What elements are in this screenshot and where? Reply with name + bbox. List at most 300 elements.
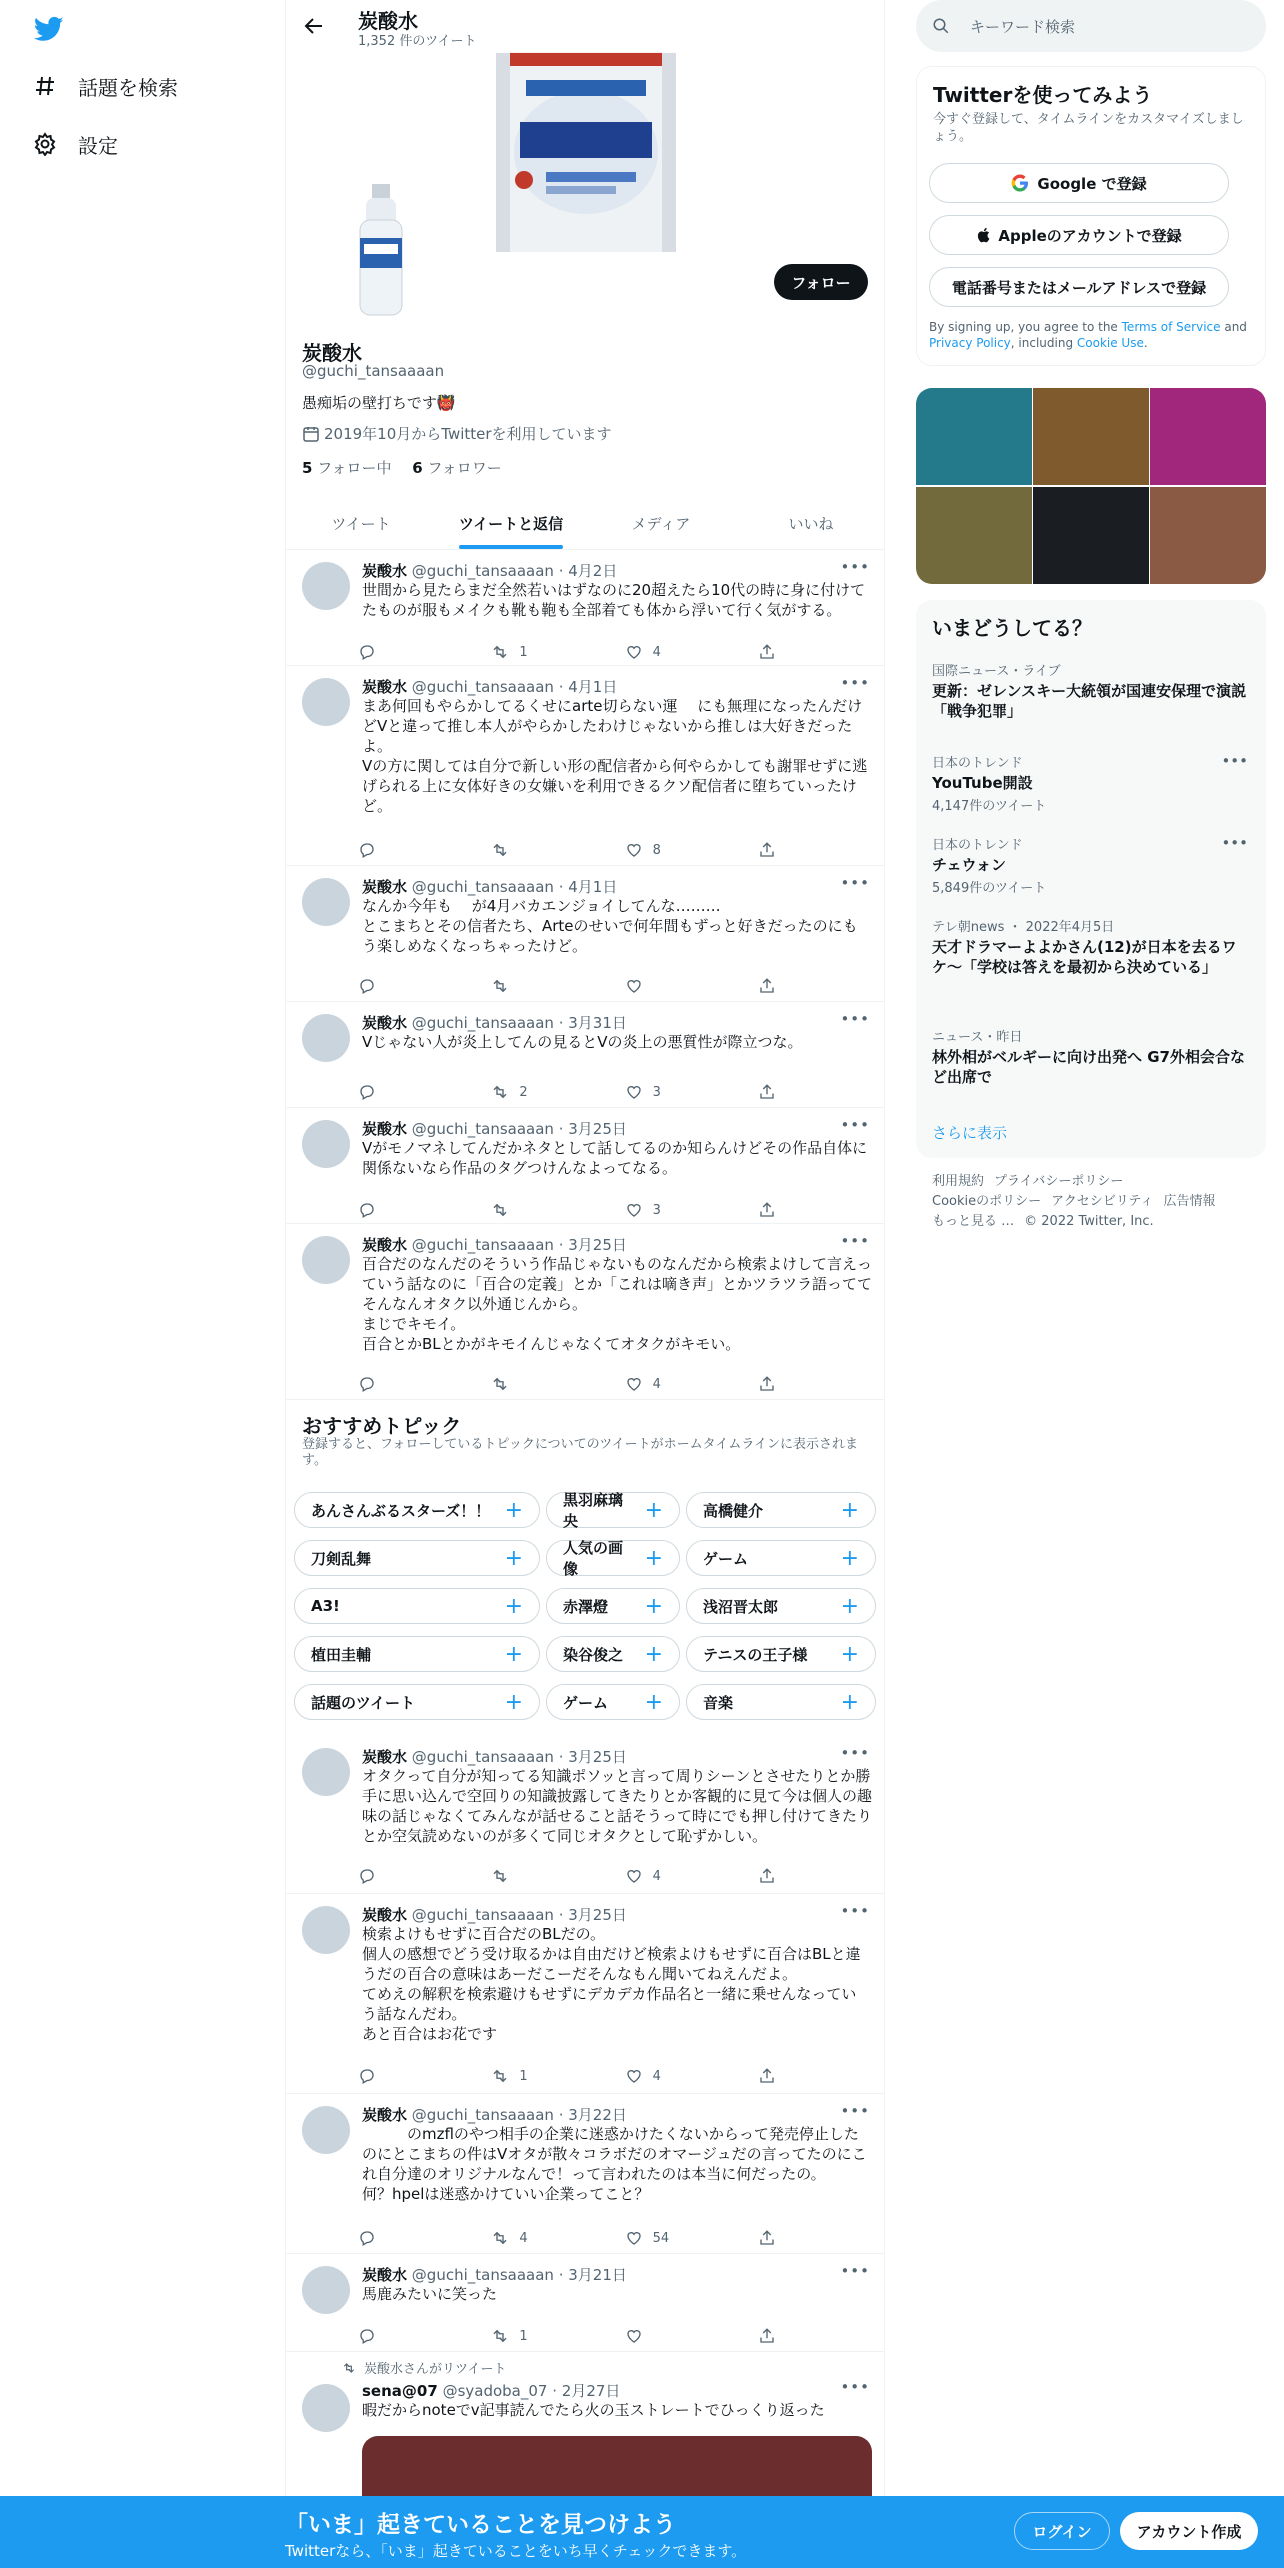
- reply-button[interactable]: [358, 642, 463, 662]
- heart-icon: [625, 2327, 653, 2345]
- signup-prompt-bar: [0, 2496, 1284, 2568]
- plus-icon[interactable]: +: [840, 1593, 859, 1619]
- terms-text: [929, 319, 1249, 351]
- footer-link[interactable]: プライバシーポリシー: [994, 1174, 1124, 1189]
- tweet-actions: [358, 1200, 788, 1220]
- topic-chip[interactable]: [686, 1540, 876, 1576]
- author-handle[interactable]: @guchi_tansaaaan: [411, 1014, 554, 1032]
- main-column: [285, 0, 885, 2568]
- share-icon: [758, 1375, 786, 1393]
- cookie-use-link[interactable]: Cookie Use: [1076, 336, 1144, 350]
- retweet-button[interactable]: [491, 1200, 596, 1220]
- avatar[interactable]: [302, 1120, 350, 1168]
- tweet-item[interactable]: [286, 1894, 885, 2094]
- more-icon[interactable]: •••: [840, 1902, 870, 1920]
- terms-and: and: [1220, 320, 1247, 334]
- topic-chip[interactable]: [546, 1492, 680, 1528]
- profile-stats: [302, 457, 502, 478]
- header-photo[interactable]: [496, 52, 676, 252]
- avatar[interactable]: [302, 2384, 350, 2432]
- author-handle[interactable]: @guchi_tansaaaan: [411, 1120, 554, 1138]
- tweet-date[interactable]: 3月21日: [568, 2266, 627, 2284]
- terms-prefix: By signing up, you agree to the: [929, 320, 1122, 334]
- more-icon[interactable]: •••: [840, 1232, 870, 1250]
- more-icon[interactable]: •••: [840, 674, 870, 692]
- tweet-actions: [358, 976, 788, 996]
- share-button[interactable]: [758, 840, 788, 860]
- media-thumb[interactable]: [1150, 388, 1266, 485]
- apple-button-label: Appleのアカウントで登録: [998, 226, 1182, 245]
- tweet-date[interactable]: 4月1日: [568, 678, 618, 696]
- heart-icon: [625, 643, 653, 661]
- retweet-icon: [491, 841, 519, 859]
- tweet-actions: [358, 2326, 788, 2346]
- retweet-icon: [491, 1867, 519, 1885]
- retweet-button[interactable]: [491, 2326, 596, 2346]
- tweet-date[interactable]: 3月25日: [568, 1748, 627, 1766]
- topic-label: あんさんぶるスターズ！！: [311, 1501, 491, 1520]
- followers-label: フォロワー: [422, 459, 502, 477]
- avatar[interactable]: [302, 1236, 350, 1284]
- like-count: 4: [652, 644, 661, 660]
- more-icon[interactable]: •••: [840, 1010, 870, 1028]
- plus-icon[interactable]: +: [644, 1641, 663, 1667]
- topic-chip[interactable]: [294, 1492, 540, 1528]
- topic-chip[interactable]: [686, 1684, 876, 1720]
- profile-tabs: [286, 497, 885, 550]
- show-more-link[interactable]: さらに表示: [932, 1124, 1008, 1142]
- right-sidebar: [916, 0, 1266, 2568]
- author-handle[interactable]: @guchi_tansaaaan: [411, 562, 554, 580]
- topic-chip[interactable]: [546, 1636, 680, 1672]
- reply-icon: [358, 841, 386, 859]
- like-button[interactable]: [625, 1082, 730, 1102]
- author-handle[interactable]: @guchi_tansaaaan: [411, 678, 554, 696]
- more-icon[interactable]: •••: [1221, 834, 1248, 852]
- heart-icon: [625, 977, 653, 995]
- create-account-button[interactable]: アカウント作成: [1120, 2512, 1258, 2550]
- topic-label: テニスの王子様: [703, 1645, 808, 1664]
- tab-likes[interactable]: いいね: [788, 514, 834, 533]
- plus-icon[interactable]: +: [504, 1593, 523, 1619]
- reply-icon: [358, 2067, 386, 2085]
- trend-item[interactable]: [932, 752, 1248, 814]
- retweet-button[interactable]: [491, 642, 596, 662]
- retweet-button[interactable]: [491, 2066, 596, 2086]
- bottom-bar-title: 「いま」起きていることを見つけよう: [285, 2512, 676, 2538]
- hashtag-icon: [32, 73, 58, 99]
- tweet-date[interactable]: 3月25日: [568, 1906, 627, 1924]
- tweet-item[interactable]: [286, 1002, 885, 1108]
- author-name[interactable]: 炭酸水: [362, 1236, 408, 1254]
- dot-separator: ·: [553, 1236, 569, 1254]
- author-name[interactable]: 炭酸水: [362, 562, 408, 580]
- author-name[interactable]: 炭酸水: [362, 2106, 408, 2124]
- author-handle[interactable]: @syadoba_07: [442, 2382, 548, 2400]
- retweet-icon: [491, 1375, 519, 1393]
- dot-separator: ·: [553, 2106, 569, 2124]
- author-handle[interactable]: @guchi_tansaaaan: [411, 2266, 554, 2284]
- tweet-actions: [358, 1374, 788, 1394]
- nav-explore-label: 話題を検索: [78, 75, 178, 100]
- apple-icon: [976, 227, 992, 243]
- like-button[interactable]: [625, 2326, 730, 2346]
- avatar[interactable]: [302, 2106, 350, 2154]
- share-button[interactable]: [758, 2228, 788, 2248]
- signup-card: [916, 66, 1266, 366]
- topic-label: 植田圭輔: [311, 1645, 372, 1664]
- plus-icon[interactable]: +: [644, 1689, 663, 1715]
- media-thumb[interactable]: [916, 487, 1032, 584]
- reply-button[interactable]: [358, 840, 463, 860]
- more-icon[interactable]: •••: [840, 2102, 870, 2120]
- tweet-date[interactable]: 2月27日: [561, 2382, 621, 2400]
- more-icon[interactable]: •••: [1221, 752, 1248, 770]
- share-icon: [758, 2067, 786, 2085]
- tweet-date[interactable]: 4月2日: [568, 562, 618, 580]
- like-count: 8: [652, 842, 661, 858]
- reply-button[interactable]: [358, 976, 463, 996]
- tweet-item[interactable]: [286, 1108, 885, 1224]
- author-name[interactable]: 炭酸水: [362, 1120, 408, 1138]
- tweet-actions: [358, 642, 788, 662]
- footer-link[interactable]: Cookieのポリシー: [932, 1194, 1042, 1209]
- trend-name: YouTube開設: [932, 774, 1033, 792]
- topic-chip[interactable]: [546, 1588, 680, 1624]
- retweet-icon: [491, 2229, 519, 2247]
- topic-chip[interactable]: [686, 1588, 876, 1624]
- google-signup-button[interactable]: [929, 163, 1229, 203]
- retweet-button[interactable]: [491, 976, 596, 996]
- tweet-date[interactable]: 3月25日: [568, 1120, 627, 1138]
- twitter-logo-icon[interactable]: [32, 14, 66, 44]
- like-button[interactable]: [625, 1374, 730, 1394]
- plus-icon[interactable]: +: [504, 1641, 523, 1667]
- dot-separator: ·: [553, 878, 569, 896]
- nav-settings-label: 設定: [78, 133, 118, 158]
- like-count: 4: [652, 1376, 661, 1392]
- retweet-count: 2: [519, 1084, 528, 1100]
- tweet-date[interactable]: 3月22日: [568, 2106, 627, 2124]
- topic-chip[interactable]: [686, 1636, 876, 1672]
- avatar[interactable]: [302, 2266, 350, 2314]
- tweet-header: [362, 1234, 627, 1255]
- share-button[interactable]: [758, 2066, 788, 2086]
- tab-tweets[interactable]: ツイート: [331, 514, 391, 533]
- tweet-actions: [358, 1082, 788, 1102]
- back-arrow-icon[interactable]: [302, 14, 326, 38]
- tweet-header: [362, 876, 617, 897]
- share-icon: [758, 1083, 786, 1101]
- like-button[interactable]: [625, 840, 730, 860]
- plus-icon[interactable]: +: [644, 1545, 663, 1571]
- search-box[interactable]: [916, 0, 1266, 52]
- heart-icon: [625, 841, 653, 859]
- like-button[interactable]: [625, 1866, 730, 1886]
- reply-button[interactable]: [358, 2228, 463, 2248]
- tweet-count: 1,352 件のツイート: [358, 34, 477, 49]
- tab-media[interactable]: メディア: [631, 514, 691, 533]
- author-name[interactable]: 炭酸水: [362, 2266, 408, 2284]
- calendar-icon: [302, 425, 320, 443]
- retweet-button[interactable]: [491, 840, 596, 860]
- share-icon: [758, 2327, 786, 2345]
- more-icon[interactable]: •••: [840, 1744, 870, 1762]
- heart-icon: [625, 2067, 653, 2085]
- media-thumb[interactable]: [1150, 487, 1266, 584]
- topic-label: ゲーム: [563, 1693, 609, 1712]
- share-button[interactable]: [758, 1374, 788, 1394]
- profile-joined: [302, 423, 612, 444]
- retweet-icon: [491, 1083, 519, 1101]
- topic-chip[interactable]: [546, 1540, 680, 1576]
- share-button[interactable]: [758, 642, 788, 662]
- avatar[interactable]: [302, 1906, 350, 1954]
- tweet-item[interactable]: [286, 1736, 885, 1894]
- tweet-actions: [358, 1866, 788, 1886]
- plus-icon[interactable]: +: [504, 1497, 523, 1523]
- tweet-item[interactable]: [286, 550, 885, 666]
- topic-label: 染谷俊之: [563, 1645, 624, 1664]
- avatar[interactable]: [302, 678, 350, 726]
- tweet-text: Vがモノマネしてんだかネタとして話してるのか知らんけどその作品自体に関係ないなら作品のタグつけんなよってなる。: [362, 1139, 868, 1177]
- heart-icon: [625, 2229, 653, 2247]
- followers-count: 6: [412, 459, 423, 477]
- footer-link[interactable]: もっと見る …: [932, 1214, 1015, 1229]
- profile-name: 炭酸水: [302, 341, 362, 365]
- trend-item[interactable]: [932, 916, 1248, 977]
- google-button-label: Google で登録: [1037, 174, 1147, 193]
- plus-icon[interactable]: +: [840, 1689, 859, 1715]
- footer-link[interactable]: 広告情報: [1163, 1194, 1216, 1209]
- trend-context: 日本のトレンド: [932, 838, 1023, 853]
- share-icon: [758, 841, 786, 859]
- page-title: 炭酸水: [358, 9, 418, 33]
- author-name[interactable]: sena@07: [362, 2382, 438, 2400]
- share-icon: [758, 1867, 786, 1885]
- share-button[interactable]: [758, 1200, 788, 1220]
- topic-label: 赤澤燈: [563, 1597, 609, 1616]
- topic-chip[interactable]: [546, 1684, 680, 1720]
- tweet-item[interactable]: [286, 1224, 885, 1400]
- like-count: 4: [652, 2068, 661, 2084]
- signup-subtitle: 今すぐ登録して、タイムラインをカスタマイズしましょう。: [933, 112, 1244, 144]
- tweet-header: [362, 560, 617, 581]
- terms-including: , including: [1010, 336, 1077, 350]
- more-icon[interactable]: •••: [840, 2378, 870, 2396]
- tweet-header: [362, 1012, 627, 1033]
- avatar[interactable]: [302, 1014, 350, 1062]
- topic-label: 高橋健介: [703, 1501, 764, 1520]
- reply-button[interactable]: [358, 1866, 463, 1886]
- retweet-icon: [491, 2067, 519, 2085]
- dot-separator: ·: [553, 1748, 569, 1766]
- search-input[interactable]: キーワード検索: [970, 17, 1076, 36]
- reply-button[interactable]: [358, 1374, 463, 1394]
- tweet-text: Vじゃない人が炎上してんの見るとVの炎上の悪質性が際立つな。: [362, 1033, 803, 1051]
- reply-icon: [358, 977, 386, 995]
- plus-icon[interactable]: +: [504, 1545, 523, 1571]
- retweet-button[interactable]: [491, 1866, 596, 1886]
- trends-panel: [916, 600, 1266, 1158]
- topic-chip[interactable]: [686, 1492, 876, 1528]
- share-icon: [758, 643, 786, 661]
- share-button[interactable]: [758, 2326, 788, 2346]
- footer-link[interactable]: 利用規約: [932, 1174, 985, 1189]
- phone-email-signup-button[interactable]: 電話番号またはメールアドレスで登録: [929, 267, 1229, 307]
- avatar[interactable]: [302, 1748, 350, 1796]
- like-button[interactable]: [625, 1200, 730, 1220]
- trend-context: ニュース・昨日: [932, 1030, 1023, 1045]
- trend-item[interactable]: [932, 660, 1248, 721]
- media-thumb[interactable]: [916, 388, 1032, 485]
- reply-icon: [358, 1201, 386, 1219]
- share-button[interactable]: [758, 1866, 788, 1886]
- author-name[interactable]: 炭酸水: [362, 1748, 408, 1766]
- like-count: 54: [652, 2230, 670, 2246]
- retweet-button[interactable]: [491, 1374, 596, 1394]
- author-name[interactable]: 炭酸水: [362, 1014, 408, 1032]
- more-icon[interactable]: •••: [840, 2262, 870, 2280]
- more-icon[interactable]: •••: [840, 874, 870, 892]
- like-button[interactable]: [625, 976, 730, 996]
- more-icon[interactable]: •••: [840, 558, 870, 576]
- search-icon: [932, 17, 950, 35]
- topic-chip[interactable]: [294, 1636, 540, 1672]
- reply-icon: [358, 1083, 386, 1101]
- like-button[interactable]: [625, 2228, 730, 2248]
- gear-icon: [32, 131, 58, 157]
- apple-signup-button[interactable]: [929, 215, 1229, 255]
- trend-item[interactable]: [932, 1026, 1248, 1087]
- author-handle[interactable]: @guchi_tansaaaan: [411, 2106, 554, 2124]
- retweet-count: 1: [519, 2068, 528, 2084]
- share-icon: [758, 2229, 786, 2247]
- tweet-item[interactable]: [286, 2254, 885, 2352]
- tweet-text: 馬鹿みたいに笑った: [362, 2285, 498, 2303]
- profile-avatar[interactable]: [346, 180, 416, 320]
- following-count: 5: [302, 459, 313, 477]
- trend-context: テレ朝news ・ 2022年4月5日: [932, 920, 1115, 935]
- trend-count: 4,147件のツイート: [932, 799, 1047, 814]
- trend-item[interactable]: [932, 834, 1248, 896]
- tweet-date[interactable]: 3月25日: [568, 1236, 627, 1254]
- retweet-count: 1: [519, 644, 528, 660]
- like-count: 3: [652, 1084, 661, 1100]
- author-handle[interactable]: @guchi_tansaaaan: [411, 1236, 554, 1254]
- followers-link[interactable]: [412, 459, 501, 477]
- reply-button[interactable]: [358, 1200, 463, 1220]
- share-button[interactable]: [758, 976, 788, 996]
- terms-of-service-link[interactable]: Terms of Service: [1121, 320, 1221, 334]
- plus-icon[interactable]: +: [840, 1545, 859, 1571]
- tweet-header: [362, 1118, 627, 1139]
- trend-name: 天才ドラマーよよかさん(12)が日本を去るワケ～「学校は答えを最初から決めている」: [932, 938, 1237, 976]
- author-handle[interactable]: @guchi_tansaaaan: [411, 1906, 554, 1924]
- footer-link[interactable]: アクセシビリティ: [1051, 1194, 1154, 1209]
- topic-chip[interactable]: [294, 1540, 540, 1576]
- dot-separator: ·: [553, 1906, 569, 1924]
- avatar[interactable]: [302, 562, 350, 610]
- plus-icon[interactable]: +: [504, 1689, 523, 1715]
- trend-context: 日本のトレンド: [932, 756, 1023, 771]
- login-button[interactable]: ログイン: [1014, 2512, 1110, 2550]
- nav-settings[interactable]: [32, 124, 118, 164]
- tweet-item[interactable]: [286, 2094, 885, 2254]
- signup-title: Twitterを使ってみよう: [933, 83, 1153, 107]
- tweet-text: まあ何回もやらかしてるくせにarte切らない運 にも無理になったんだけどVと違って推し本人がやらかしたわけじゃないから推しは大好きだったよ。 Vの方に関しては自分で新しい形の配信者から何やらかしても謝罪せずに逃げられる上に女体好きの女嫌いを利用できるクソ配信者に堕ちていったけど。: [362, 697, 868, 815]
- topic-label: 浅沼晋太郎: [703, 1597, 779, 1616]
- tweet-date[interactable]: 3月31日: [568, 1014, 627, 1032]
- author-handle[interactable]: @guchi_tansaaaan: [411, 878, 554, 896]
- reply-button[interactable]: [358, 2066, 463, 2086]
- share-button[interactable]: [758, 1082, 788, 1102]
- dot-separator: ·: [552, 2382, 562, 2400]
- heart-icon: [625, 1083, 653, 1101]
- retweet-item[interactable]: [286, 2352, 885, 2496]
- more-icon[interactable]: •••: [840, 1116, 870, 1134]
- like-button[interactable]: [625, 2066, 730, 2086]
- trend-name: 林外相がベルギーに向け出発へ G7外相会合など出席で: [932, 1048, 1245, 1086]
- privacy-policy-link[interactable]: Privacy Policy: [929, 336, 1011, 350]
- dot-separator: ·: [553, 2266, 569, 2284]
- retweet-button[interactable]: [491, 1082, 596, 1102]
- author-name[interactable]: 炭酸水: [362, 878, 408, 896]
- tab-tweets-replies[interactable]: ツイートと返信: [436, 497, 586, 549]
- heart-icon: [625, 1375, 653, 1393]
- author-handle[interactable]: @guchi_tansaaaan: [411, 1748, 554, 1766]
- like-count: 3: [652, 1202, 661, 1218]
- tweet-text: のmzflのやつ相手の企業に迷惑かけたくないからって発売停止したのにとこまちの件はVオタが散々コラボだのオマージュだの言ってたのにこれ自分達のオリジナルなんで！って言われたのは本当に何だったの。 何？hpelは迷惑かけていい企業ってこと？: [362, 2125, 867, 2203]
- following-link[interactable]: [302, 459, 391, 477]
- tweet-header: [362, 2104, 627, 2125]
- tweet-header: [362, 676, 617, 697]
- tweet-text: 検索よけもせずに百合だのBLだの。 個人の感想でどう受け取るかは自由だけど検索よけもせずに百合はBLと違うだの百合の意味はあーだこーだそんなもん聞いてねえんだよ。 てめえの解釈を検索避けもせずにデカデカ作品名と一緒に乗せんなってい う話なんだわ。 あと百合はお花です: [362, 1925, 861, 2043]
- tweet-item[interactable]: [286, 666, 885, 866]
- tweet-header: [362, 1746, 627, 1767]
- joined-text: 2019年10月からTwitterを利用しています: [324, 425, 612, 443]
- profile-bio: 愚痴垢の壁打ちです👹: [302, 394, 456, 412]
- media-thumb[interactable]: [1033, 388, 1149, 485]
- topic-chip[interactable]: [294, 1684, 540, 1720]
- plus-icon[interactable]: +: [840, 1641, 859, 1667]
- trend-count: 5,849件のツイート: [932, 881, 1047, 896]
- plus-icon[interactable]: +: [644, 1593, 663, 1619]
- author-name[interactable]: 炭酸水: [362, 678, 408, 696]
- plus-icon[interactable]: +: [840, 1497, 859, 1523]
- retweet-count: 1: [519, 2328, 528, 2344]
- plus-icon[interactable]: +: [644, 1497, 663, 1523]
- media-grid: [916, 388, 1266, 584]
- tweet-header: [362, 2264, 627, 2285]
- retweet-button[interactable]: [491, 2228, 596, 2248]
- reply-button[interactable]: [358, 1082, 463, 1102]
- dot-separator: ·: [553, 1014, 569, 1032]
- media-thumb[interactable]: [1033, 487, 1149, 584]
- tweet-item[interactable]: [286, 866, 885, 1002]
- author-name[interactable]: 炭酸水: [362, 1906, 408, 1924]
- nav-explore[interactable]: [32, 66, 178, 106]
- like-button[interactable]: [625, 642, 730, 662]
- reply-button[interactable]: [358, 2326, 463, 2346]
- terms-end: .: [1143, 336, 1148, 350]
- avatar[interactable]: [302, 878, 350, 926]
- tweet-date[interactable]: 4月1日: [568, 878, 618, 896]
- topic-chip[interactable]: [294, 1588, 540, 1624]
- follow-button[interactable]: フォロー: [774, 264, 868, 300]
- like-count: 4: [652, 1868, 661, 1884]
- share-icon: [758, 977, 786, 995]
